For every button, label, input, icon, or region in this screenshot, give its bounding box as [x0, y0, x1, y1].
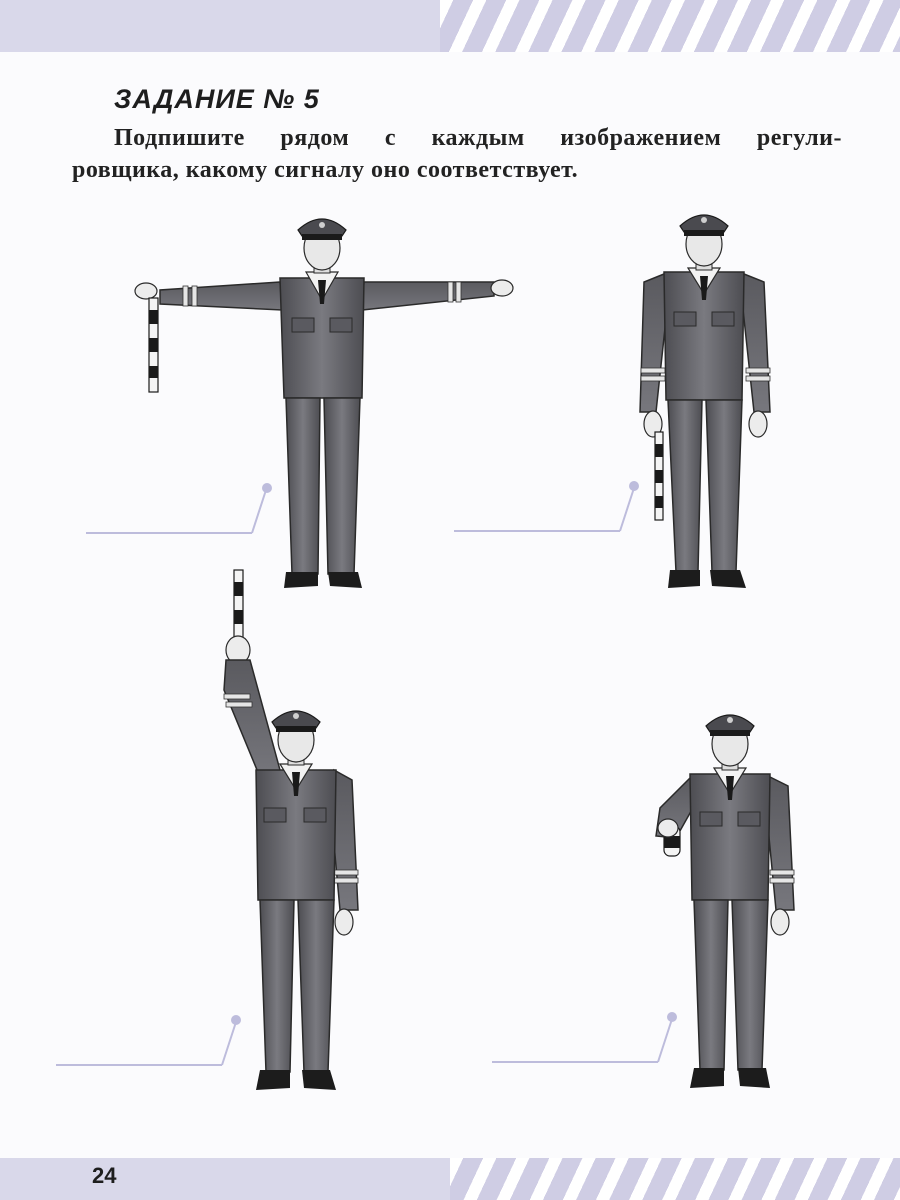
answer-line-1[interactable]	[86, 483, 272, 533]
officer-figure-arm-raised	[224, 570, 358, 1090]
task-title: ЗАДАНИЕ № 5	[114, 84, 320, 114]
instruction-line-2: ровщика, какому сигналу оно соответствует.	[72, 157, 579, 183]
officer-figure-arm-forward	[656, 715, 794, 1088]
answer-line-2[interactable]	[454, 481, 639, 531]
instruction-line-1: Подпишите рядом с каждым изображением регули-	[114, 125, 842, 151]
answer-line-4[interactable]	[492, 1012, 677, 1062]
answer-line-3[interactable]	[56, 1015, 241, 1065]
page-number: 24	[92, 1163, 117, 1188]
officer-figure-arms-lowered	[640, 215, 770, 588]
baton	[149, 298, 158, 392]
baton	[655, 432, 663, 520]
